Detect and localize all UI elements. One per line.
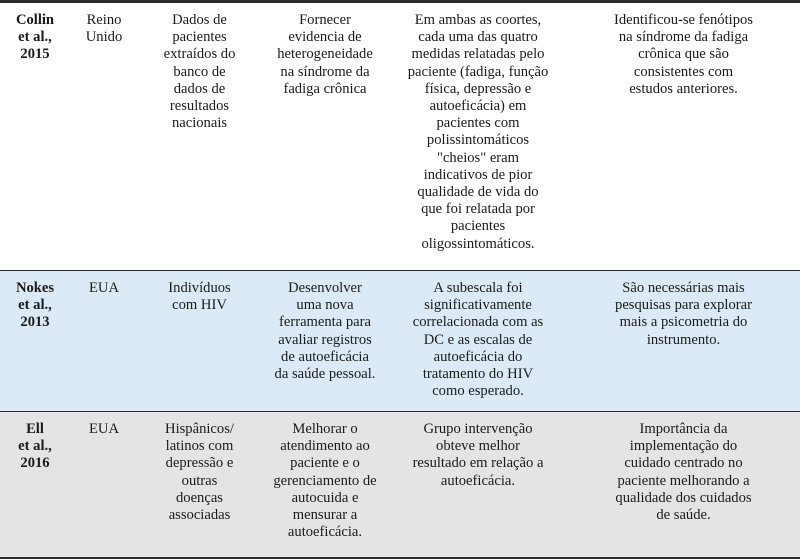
results-line: paciente (fadiga, função	[407, 63, 549, 80]
conclusion-line: na síndrome da fadiga	[618, 29, 749, 46]
objective-cell	[261, 412, 389, 559]
author-line: et al.,	[18, 29, 52, 46]
results-line: Grupo intervenção	[423, 421, 533, 437]
results-line: DC e as escalas de	[423, 331, 533, 348]
results-line: pacientes com	[436, 115, 520, 132]
objective-line: autoeficácia.	[287, 524, 363, 541]
conclusion-line: pesquisas para explorar	[615, 297, 752, 314]
country-line: EUA	[89, 421, 119, 437]
participants-line: pacientes	[172, 29, 227, 46]
country-cell	[70, 2, 138, 271]
author-cell	[0, 271, 70, 412]
conclusion-line: Importância da	[639, 421, 728, 437]
conclusion-line: cuidado centrado no	[624, 455, 743, 472]
results-line: autoeficácia) em	[429, 98, 527, 115]
conclusion-line: estudos anteriores.	[629, 80, 738, 97]
objective-line: mensurar a	[292, 507, 358, 524]
results-line: "cheios" eram	[436, 149, 519, 166]
author-line: 2015	[20, 46, 50, 63]
conclusion-line: São necessárias mais	[622, 280, 745, 296]
country-line: EUA	[89, 280, 119, 296]
author-cell	[0, 2, 70, 271]
participants-line: associadas	[168, 507, 231, 524]
participants-cell	[138, 412, 261, 559]
results-line: cada uma das quatro	[418, 29, 538, 46]
results-line: qualidade de vida do	[417, 184, 539, 201]
objective-line: uma nova	[296, 297, 354, 314]
conclusion-cell	[567, 2, 800, 271]
participants-line: extraídos do	[163, 46, 236, 63]
results-line: medidas relatadas pelo	[411, 46, 545, 63]
results-line: A subescala foi	[433, 280, 523, 296]
participants-cell	[138, 2, 261, 271]
author-line: Collin	[15, 12, 55, 28]
objective-line: Fornecer	[299, 12, 351, 28]
objective-line: fadiga crônica	[283, 80, 367, 97]
country-cell	[70, 271, 138, 412]
objective-line: Melhorar o	[292, 421, 358, 437]
objective-line: na síndrome da	[280, 63, 370, 80]
objective-line: paciente e o	[290, 455, 360, 472]
country-line: Reino	[86, 12, 122, 28]
results-line: que foi relatada por	[421, 201, 535, 218]
objective-cell	[261, 2, 389, 271]
country-line: Unido	[85, 29, 123, 46]
table-row	[0, 2, 800, 271]
author-line: Ell	[26, 421, 44, 437]
results-line: resultado em relação a	[412, 455, 544, 472]
results-line: Em ambas as coortes,	[414, 12, 542, 28]
results-line: significativamente	[424, 297, 532, 314]
author-line: Nokes	[15, 280, 55, 296]
conclusion-line: Identificou-se fenótipos	[613, 12, 753, 28]
conclusion-line: consistentes com	[633, 63, 734, 80]
author-line: 2016	[20, 455, 50, 472]
participants-line: banco de	[173, 63, 226, 80]
results-cell	[389, 2, 567, 271]
conclusion-line: qualidade dos cuidados	[615, 489, 752, 506]
conclusion-line: implementação do	[629, 438, 738, 455]
objective-line: da saúde pessoal.	[274, 366, 376, 383]
objective-line: Desenvolver	[288, 280, 362, 296]
results-line: pacientes	[450, 218, 506, 235]
results-cell	[389, 412, 567, 559]
participants-line: latinos com	[165, 438, 234, 455]
author-line: 2013	[20, 314, 50, 331]
conclusion-line: paciente melhorando a	[617, 472, 750, 489]
results-line: autoeficácia do	[433, 348, 523, 365]
objective-line: ferramenta para	[279, 314, 371, 331]
author-cell	[0, 412, 70, 559]
conclusion-line: crônica que são	[638, 46, 729, 63]
results-line: como esperado.	[432, 383, 524, 400]
participants-line: nacionais	[171, 115, 228, 132]
table-row	[0, 271, 800, 412]
participants-line: Hispânicos/	[165, 421, 234, 437]
objective-line: gerenciamento de	[273, 472, 377, 489]
participants-line: depressão e	[165, 455, 234, 472]
results-line: tratamento do HIV	[422, 366, 534, 383]
objective-line: avaliar registros	[278, 331, 372, 348]
participants-line: dados de	[173, 80, 226, 97]
objective-line: heterogeneidade	[277, 46, 373, 63]
conclusion-line: de saúde.	[656, 507, 711, 524]
participants-line: outras	[181, 472, 218, 489]
objective-line: de autoeficácia	[281, 348, 369, 365]
participants-line: resultados	[169, 98, 230, 115]
objective-line: evidencia de	[288, 29, 362, 46]
participants-line: com HIV	[172, 297, 227, 314]
participants-line: doenças	[175, 489, 223, 506]
author-line: et al.,	[18, 438, 52, 455]
results-line: obteve melhor	[436, 438, 520, 455]
conclusion-cell	[567, 271, 800, 412]
results-line: indicativos de pior	[423, 166, 533, 183]
results-line: oligossintomáticos.	[421, 235, 535, 252]
participants-line: Dados de	[172, 12, 227, 28]
results-line: polissintomáticos	[426, 132, 530, 149]
results-line: autoeficácia.	[440, 472, 516, 489]
conclusion-cell	[567, 412, 800, 559]
author-line: et al.,	[18, 297, 52, 314]
participants-cell	[138, 271, 261, 412]
objective-line: atendimento ao	[280, 438, 370, 455]
participants-line: Indivíduos	[168, 280, 231, 296]
country-cell	[70, 412, 138, 559]
results-line: física, depressão e	[424, 80, 532, 97]
table-row	[0, 412, 800, 559]
results-cell	[389, 271, 567, 412]
objective-cell	[261, 271, 389, 412]
results-line: correlacionada com as	[412, 314, 544, 331]
objective-line: autocuida e	[291, 489, 359, 506]
conclusion-line: instrumento.	[646, 331, 721, 348]
conclusion-line: mais a psicometria do	[619, 314, 748, 331]
